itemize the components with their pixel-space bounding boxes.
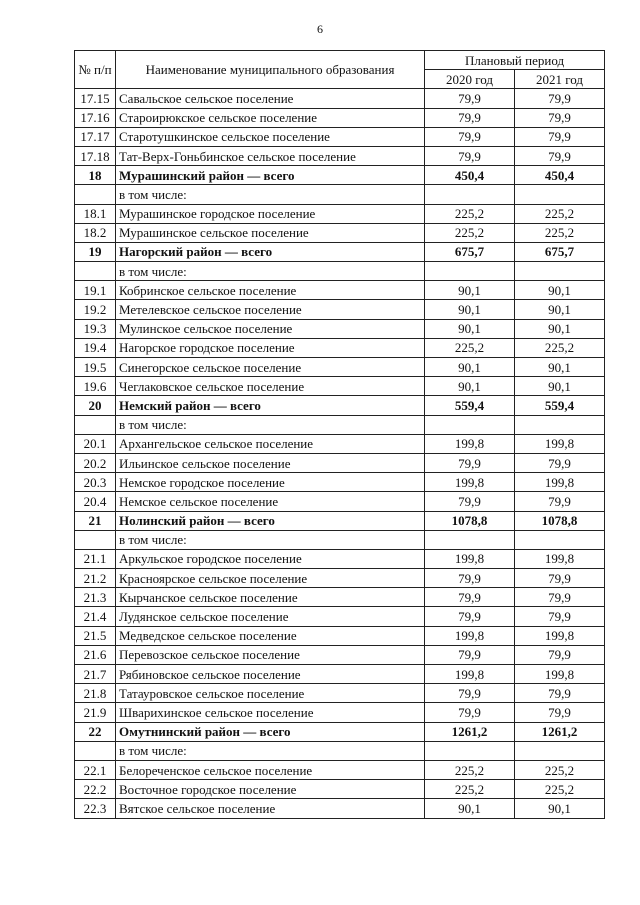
header-name: Наименование муниципального образования: [116, 51, 425, 89]
row-name: Татауровское сельское поселение: [116, 684, 425, 703]
row-value-2021: [515, 741, 605, 760]
table-row: [75, 377, 605, 396]
row-value-2020: 79,9: [425, 703, 515, 722]
row-value-2020: [425, 741, 515, 760]
row-value-2020: 199,8: [425, 434, 515, 453]
row-name: Медведское сельское поселение: [116, 626, 425, 645]
row-number: 19.6: [75, 377, 116, 396]
row-value-2021: 90,1: [515, 300, 605, 319]
row-name: Мулинское сельское поселение: [116, 319, 425, 338]
row-value-2021: 79,9: [515, 108, 605, 127]
table-row: [75, 645, 605, 664]
row-value-2021: 79,9: [515, 127, 605, 146]
row-value-2021: 79,9: [515, 569, 605, 588]
row-value-2021: 79,9: [515, 453, 605, 472]
row-number: 21.6: [75, 645, 116, 664]
row-number: 20.2: [75, 453, 116, 472]
table-row: [75, 319, 605, 338]
row-value-2020: 79,9: [425, 645, 515, 664]
row-name: в том числе:: [116, 262, 425, 281]
row-number: 19.1: [75, 281, 116, 300]
row-value-2020: 90,1: [425, 799, 515, 818]
row-name: Немское сельское поселение: [116, 492, 425, 511]
row-name: в том числе:: [116, 530, 425, 549]
row-value-2020: 79,9: [425, 607, 515, 626]
row-value-2020: 90,1: [425, 300, 515, 319]
row-value-2021: [515, 415, 605, 434]
table-row: [75, 549, 605, 568]
row-name: Ильинское сельское поселение: [116, 453, 425, 472]
table-row: [75, 108, 605, 127]
row-name: Нолинский район — всего: [116, 511, 425, 530]
row-value-2020: 199,8: [425, 626, 515, 645]
row-value-2021: 90,1: [515, 377, 605, 396]
row-value-2020: 1078,8: [425, 511, 515, 530]
row-number: [75, 415, 116, 434]
table-row: [75, 511, 605, 530]
table-row: [75, 530, 605, 549]
row-number: 17.16: [75, 108, 116, 127]
row-value-2021: 90,1: [515, 281, 605, 300]
row-value-2021: 675,7: [515, 242, 605, 261]
table-row: [75, 741, 605, 760]
row-value-2020: 79,9: [425, 146, 515, 165]
table-body: [75, 89, 605, 818]
row-name: Белореченское сельское поселение: [116, 760, 425, 779]
row-number: [75, 741, 116, 760]
row-name: Кобринское сельское поселение: [116, 281, 425, 300]
row-value-2020: 675,7: [425, 242, 515, 261]
row-number: 19.5: [75, 358, 116, 377]
row-value-2021: 90,1: [515, 799, 605, 818]
row-name: Немский район — всего: [116, 396, 425, 415]
row-value-2021: 199,8: [515, 434, 605, 453]
row-value-2020: 199,8: [425, 665, 515, 684]
row-value-2021: [515, 185, 605, 204]
table-row: [75, 607, 605, 626]
row-number: 21.8: [75, 684, 116, 703]
row-value-2021: 199,8: [515, 626, 605, 645]
row-value-2021: 450,4: [515, 166, 605, 185]
row-value-2020: 79,9: [425, 108, 515, 127]
row-value-2020: 90,1: [425, 377, 515, 396]
row-name: Синегорское сельское поселение: [116, 358, 425, 377]
row-number: 20.3: [75, 473, 116, 492]
table-row: [75, 415, 605, 434]
table-row: [75, 396, 605, 415]
row-name: Метелевское сельское поселение: [116, 300, 425, 319]
row-number: 22.1: [75, 760, 116, 779]
row-value-2021: 1078,8: [515, 511, 605, 530]
table-row: [75, 223, 605, 242]
table-row: [75, 722, 605, 741]
row-number: 22.2: [75, 780, 116, 799]
row-number: 20: [75, 396, 116, 415]
row-number: 21.9: [75, 703, 116, 722]
row-value-2020: 79,9: [425, 453, 515, 472]
table-row: [75, 665, 605, 684]
table-row: [75, 453, 605, 472]
row-value-2021: 225,2: [515, 338, 605, 357]
row-number: [75, 262, 116, 281]
row-value-2021: 90,1: [515, 319, 605, 338]
row-name: Перевозское сельское поселение: [116, 645, 425, 664]
table-row: [75, 89, 605, 108]
row-name: Чеглаковское сельское поселение: [116, 377, 425, 396]
row-value-2020: [425, 530, 515, 549]
row-value-2020: 559,4: [425, 396, 515, 415]
table-row: [75, 300, 605, 319]
table-row: [75, 358, 605, 377]
row-name: Мурашинское сельское поселение: [116, 223, 425, 242]
table-row: [75, 262, 605, 281]
row-name: Рябиновское сельское поселение: [116, 665, 425, 684]
row-value-2021: 225,2: [515, 223, 605, 242]
row-value-2021: 79,9: [515, 89, 605, 108]
table-row: [75, 569, 605, 588]
table-row: [75, 760, 605, 779]
row-number: 21.2: [75, 569, 116, 588]
table-row: [75, 434, 605, 453]
row-name: Нагорский район — всего: [116, 242, 425, 261]
row-name: Нагорское городское поселение: [116, 338, 425, 357]
table-row: [75, 799, 605, 818]
table-row: [75, 626, 605, 645]
row-value-2020: 79,9: [425, 569, 515, 588]
row-name: Восточное городское поселение: [116, 780, 425, 799]
header-period: Плановый период: [425, 51, 605, 70]
row-value-2021: 225,2: [515, 204, 605, 223]
row-number: 19.3: [75, 319, 116, 338]
row-name: Красноярское сельское поселение: [116, 569, 425, 588]
row-number: 21.1: [75, 549, 116, 568]
page-number: 6: [317, 22, 323, 36]
row-number: 18.2: [75, 223, 116, 242]
header-year-2021: 2021 год: [515, 70, 605, 89]
row-value-2021: 90,1: [515, 358, 605, 377]
row-name: Шварихинское сельское поселение: [116, 703, 425, 722]
row-number: 21.3: [75, 588, 116, 607]
row-value-2020: 225,2: [425, 780, 515, 799]
row-value-2020: 225,2: [425, 338, 515, 357]
table-row: [75, 242, 605, 261]
table-row: [75, 338, 605, 357]
row-value-2020: 79,9: [425, 588, 515, 607]
row-value-2020: [425, 185, 515, 204]
row-number: 21.7: [75, 665, 116, 684]
table-row: [75, 703, 605, 722]
row-number: 19: [75, 242, 116, 261]
row-value-2020: 225,2: [425, 223, 515, 242]
table-row: [75, 204, 605, 223]
table-row: [75, 146, 605, 165]
row-value-2021: 199,8: [515, 549, 605, 568]
row-name: Аркульское городское поселение: [116, 549, 425, 568]
row-number: [75, 185, 116, 204]
row-name: Тат-Верх-Гоньбинское сельское поселение: [116, 146, 425, 165]
row-name: Савальское сельское поселение: [116, 89, 425, 108]
row-number: [75, 530, 116, 549]
row-name: Омутнинский район — всего: [116, 722, 425, 741]
row-value-2020: 79,9: [425, 684, 515, 703]
row-value-2020: 199,8: [425, 549, 515, 568]
row-value-2020: 225,2: [425, 204, 515, 223]
row-number: 19.2: [75, 300, 116, 319]
row-value-2020: 79,9: [425, 89, 515, 108]
table-row: [75, 588, 605, 607]
row-value-2021: 559,4: [515, 396, 605, 415]
table-row: [75, 127, 605, 146]
row-name: Вятское сельское поселение: [116, 799, 425, 818]
row-name: в том числе:: [116, 741, 425, 760]
budget-table: [74, 50, 605, 819]
row-value-2020: 90,1: [425, 319, 515, 338]
row-value-2020: 199,8: [425, 473, 515, 492]
row-value-2021: 79,9: [515, 146, 605, 165]
row-number: 19.4: [75, 338, 116, 357]
row-number: 22: [75, 722, 116, 741]
row-number: 21.4: [75, 607, 116, 626]
row-value-2020: 225,2: [425, 760, 515, 779]
row-name: Мурашинский район — всего: [116, 166, 425, 185]
row-value-2021: 79,9: [515, 588, 605, 607]
row-value-2021: 79,9: [515, 607, 605, 626]
row-value-2020: 79,9: [425, 127, 515, 146]
row-number: 17.18: [75, 146, 116, 165]
table-row: [75, 281, 605, 300]
row-value-2021: [515, 262, 605, 281]
row-value-2021: 225,2: [515, 760, 605, 779]
row-value-2020: 1261,2: [425, 722, 515, 741]
table-row: [75, 185, 605, 204]
row-value-2021: 199,8: [515, 473, 605, 492]
row-name: Староирюкское сельское поселение: [116, 108, 425, 127]
row-value-2021: 79,9: [515, 703, 605, 722]
table-row: [75, 684, 605, 703]
table-row: [75, 473, 605, 492]
row-value-2020: [425, 262, 515, 281]
row-value-2020: 450,4: [425, 166, 515, 185]
row-number: 21: [75, 511, 116, 530]
row-name: Лудянское сельское поселение: [116, 607, 425, 626]
table-row: [75, 780, 605, 799]
row-value-2021: 79,9: [515, 492, 605, 511]
row-name: Старотушкинское сельское поселение: [116, 127, 425, 146]
row-number: 20.1: [75, 434, 116, 453]
row-name: Мурашинское городское поселение: [116, 204, 425, 223]
row-value-2021: 1261,2: [515, 722, 605, 741]
row-number: 17.17: [75, 127, 116, 146]
row-number: 18: [75, 166, 116, 185]
row-name: Архангельское сельское поселение: [116, 434, 425, 453]
row-name: в том числе:: [116, 415, 425, 434]
row-value-2020: [425, 415, 515, 434]
row-value-2020: 79,9: [425, 492, 515, 511]
table-row: [75, 492, 605, 511]
row-number: 17.15: [75, 89, 116, 108]
row-name: в том числе:: [116, 185, 425, 204]
row-value-2021: 79,9: [515, 645, 605, 664]
row-number: 21.5: [75, 626, 116, 645]
row-number: 20.4: [75, 492, 116, 511]
row-value-2021: 225,2: [515, 780, 605, 799]
table-row: [75, 166, 605, 185]
header-number: № п/п: [75, 51, 116, 89]
row-number: 18.1: [75, 204, 116, 223]
row-value-2021: 199,8: [515, 665, 605, 684]
row-value-2020: 90,1: [425, 358, 515, 377]
row-name: Кырчанское сельское поселение: [116, 588, 425, 607]
row-value-2020: 90,1: [425, 281, 515, 300]
row-value-2021: 79,9: [515, 684, 605, 703]
row-number: 22.3: [75, 799, 116, 818]
header-year-2020: 2020 год: [425, 70, 515, 89]
row-name: Немское городское поселение: [116, 473, 425, 492]
row-value-2021: [515, 530, 605, 549]
